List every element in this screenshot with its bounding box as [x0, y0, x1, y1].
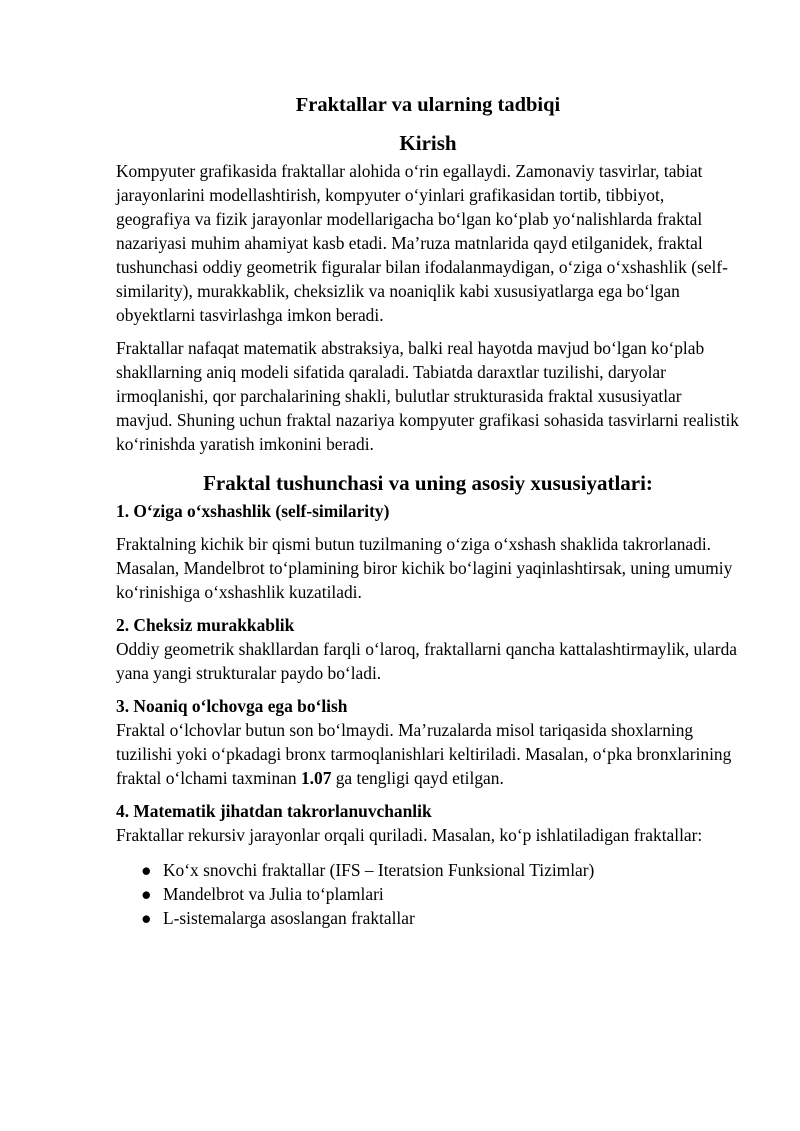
property-title: 2. Cheksiz murakkablik — [116, 615, 295, 635]
property-text-end: ga tengligi qayd etilgan. — [331, 768, 504, 788]
property-title: 1. O‘ziga o‘xshashlik (self-similarity) — [116, 501, 390, 521]
bullet-icon: ● — [141, 908, 152, 928]
property-text — [116, 718, 740, 790]
properties-heading: Fraktal tushunchasi va uning asosiy xususiyatlari: — [203, 471, 653, 495]
property-text-start: Fraktal o‘lchovlar butun son bo‘lmaydi. Ma’ruzalarda misol tariqasida shoxlarning tuzilishi yoki o‘pkadagi bronx tarmoqlanishlari keltiriladi. Masalan, o‘pka bronxlarining fraktal o‘lchami taxminan — [116, 720, 732, 788]
intro-heading: Kirish — [399, 131, 457, 155]
list-item-text: L-sistemalarga asoslangan fraktallar — [163, 908, 415, 928]
intro-paragraph-2: Fraktallar nafaqat matematik abstraksiya, balki real hayotda mavjud bo‘lgan ko‘plab shakllarning aniq modeli sifatida qaraladi. Tabiatda daraxtlar tuzilishi, daryolar irmoqlanishi, qor parchalarining shakli, bulutlar strukturasida fraktal xususiyatlar mavjud. Shuning uchun fraktal nazariya kompyuter grafikasi sohasida tasvirlarni realistik ko‘rinishda yaratish imkonini beradi. — [116, 338, 739, 454]
document-title: Fraktallar va ularning tadbiqi — [295, 94, 561, 116]
property-recursion — [116, 799, 740, 930]
list-item — [116, 858, 740, 882]
list-item-text: Mandelbrot va Julia to‘plamlari — [163, 884, 384, 904]
property-infinite-complexity — [116, 613, 740, 685]
bullet-icon: ● — [141, 860, 152, 880]
property-text: Fraktalning kichik bir qismi butun tuzilmaning o‘ziga o‘xshash shaklida takrorlanadi. Masalan, Mandelbrot to‘plamining biror kichik bo‘lagini yaqinlashtirsak, uning umumiy ko‘rinishiga o‘xshashlik kuzatiladi. — [116, 534, 733, 602]
bullet-icon: ● — [141, 884, 152, 904]
list-item — [116, 882, 740, 906]
property-title: 3. Noaniq o‘lchovga ega bo‘lish — [116, 696, 348, 716]
property-text: Fraktallar rekursiv jarayonlar orqali quriladi. Masalan, ko‘p ishlatiladigan fraktallar: — [116, 825, 703, 845]
property-title: 4. Matematik jihatdan takrorlanuvchanlik — [116, 801, 432, 821]
fractal-types-list — [116, 858, 740, 930]
property-fractional-dimension — [116, 694, 740, 790]
list-item — [116, 906, 740, 930]
dimension-value: 1.07 — [300, 768, 332, 788]
list-item-text: Ko‘x snovchi fraktallar (IFS – Iteratsion Funksional Tizimlar) — [163, 860, 595, 880]
intro-paragraph-1: Kompyuter grafikasida fraktallar alohida o‘rin egallaydi. Zamonaviy tasvirlar, tabiat jarayonlarini modellashtirish, kompyuter o‘yinlari grafikasidan tortib, tibbiyot, geografiya va fizik jarayonlar modellarigacha bo‘lgan ko‘plab yo‘nalishlarda fraktal nazariyasi muhim ahamiyat kasb etadi. Ma’ruza matnlarida qayd etilganidek, fraktal tushunchasi oddiy geometrik figuralar bilan ifodalanmaydigan, o‘ziga o‘xshashlik (self-similarity), murakkablik, cheksizlik va noaniqlik kabi xususiyatlarga ega bo‘lgan obyektlarni tasvirlashga imkon beradi. — [116, 161, 728, 325]
property-text: Oddiy geometrik shakllardan farqli o‘laroq, fraktallarni qancha kattalashtirmaylik, ularda yana yangi strukturalar paydo bo‘ladi. — [116, 639, 738, 683]
property-self-similarity — [116, 499, 740, 604]
